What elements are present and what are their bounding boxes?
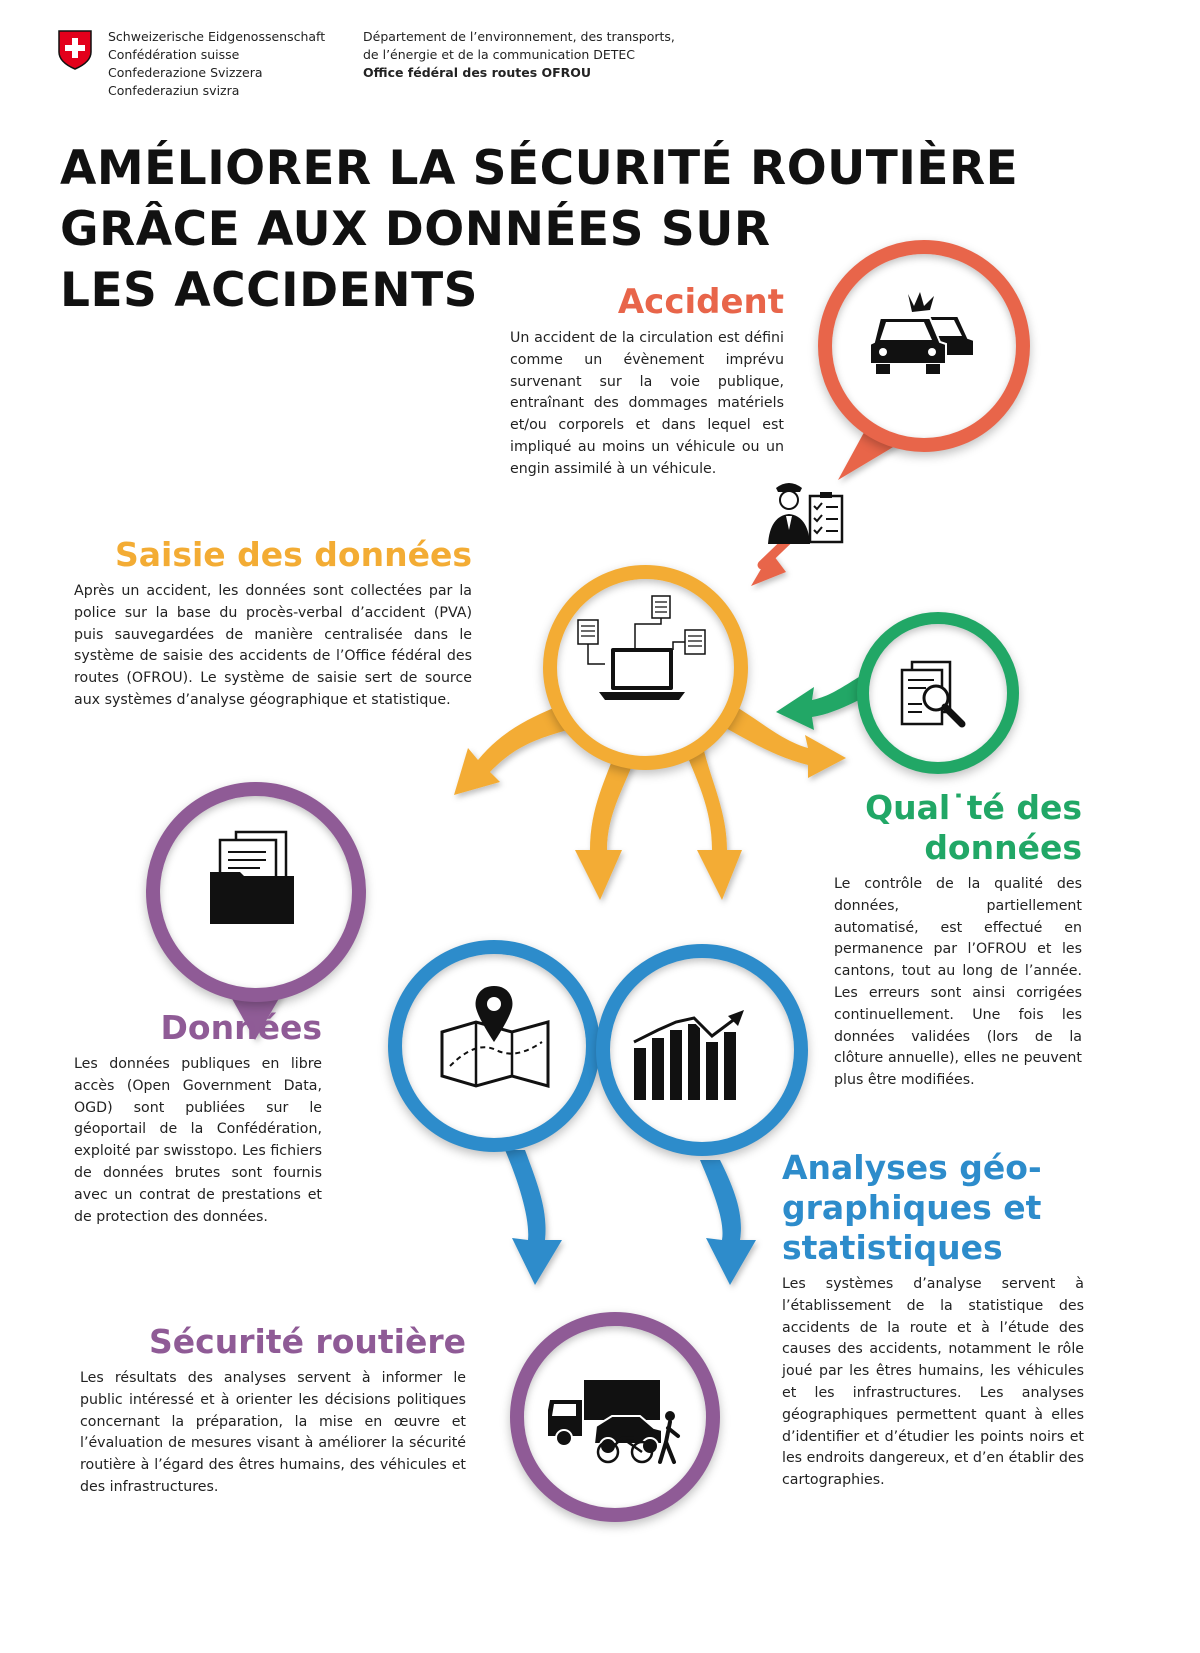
title-line: GRÂCE AUX DONNÉES SUR (60, 202, 771, 257)
section-accident (510, 282, 784, 481)
title-line: AMÉLIORER LA SÉCURITÉ ROUTIÈRE (60, 141, 1019, 196)
blue-pin-tail-right (700, 1160, 756, 1285)
section-text-accident: Un accident de la circulation est défini comme un évènement imprévu survenant sur la voie publique, entraînant des dommages matériels et/ou corporels et dans lequel est impliqué au moins un véhicule ou un engin assimilé à un véhicule. (510, 330, 784, 477)
section-donnees (74, 1008, 322, 1228)
police-officer-icon (766, 478, 846, 548)
map-pin-icon (436, 980, 556, 1090)
section-title-accident: Accident (617, 282, 784, 322)
section-text-saisie: Après un accident, les données sont collectées par la police sur la base du procès-verbal d’accident (PVA) puis sauvegardées de manière centralisée dans le système de saisie des accidents de l’Office fédéral des routes (OFROU). Le système de saisie sert de source aux systèmes d’analyse géographique et statistique. (74, 583, 472, 708)
section-text-analyses: Les systèmes d’analyse servent à l’établissement de la statistique des accidents de la route et à l’étude des causes des accidents, notamment le rôle joué par les êtres humains, les véhicules et les infrastructures. Les analyses géographiques permettent quant à elles d’identifier et d’étudier les points noirs et les endroits dangereux, et d’en établir des cartographies. (782, 1276, 1084, 1489)
confed-line: Confederazione Svizzera (108, 65, 263, 80)
document-search-icon (898, 658, 978, 738)
section-securite (80, 1322, 466, 1499)
blue-pin-tail-left (505, 1150, 562, 1285)
car-crash-icon (868, 288, 978, 378)
section-title-donnees: Données (160, 1008, 322, 1047)
section-analyses (782, 1148, 1084, 1492)
section-title-analyses-2: graphiques et (782, 1188, 1042, 1227)
bar-chart-growth-icon (632, 1012, 752, 1102)
laptop-network-icon (575, 592, 715, 712)
section-text-donnees: Les données publiques en libre accès (Open Government Data, OGD) sont publiées sur le géoportail de la Confédération, exploité par swisstopo. Les fichiers de données brutes sont fournis avec un contrat de prestations et de protection des données. (74, 1056, 322, 1225)
section-title-analyses-1: Analyses géo- (782, 1148, 1042, 1187)
truck-car-bike-pedestrian-icon (546, 1378, 686, 1468)
department-line: Département de l’environnement, des transports, (363, 29, 675, 44)
folder-documents-icon (206, 828, 306, 928)
confed-line: Confédération suisse (108, 47, 240, 62)
section-title-saisie: Saisie des données (115, 535, 472, 574)
section-qualite (834, 788, 1082, 1092)
office-name: Office fédéral des routes OFROU (363, 65, 592, 80)
section-title-securite: Sécurité routière (149, 1322, 466, 1361)
section-title-qualite-2: données (924, 828, 1082, 867)
section-title-analyses-3: statistiques (782, 1228, 1003, 1267)
section-title-qualite-1: Qual˙té des (865, 788, 1082, 827)
title-line: LES ACCIDENTS (60, 263, 478, 318)
confed-line: Schweizerische Eidgenossenschaft (108, 29, 326, 44)
section-saisie (74, 535, 472, 712)
confed-line: Confederaziun svizra (108, 83, 240, 98)
section-text-qualite: Le contrôle de la qualité des données, partiellement automatisé, est effectué en permanence par l’OFROU et les cantons, tout au long de l’année. Les erreurs sont ainsi corrigées continuellement. Une fois les données validées (lors de la clôture annuelle), elles ne peuvent plus être modifiées. (834, 876, 1082, 1089)
department-line: de l’énergie et de la communication DETEC (363, 47, 636, 62)
section-text-securite: Les résultats des analyses servent à informer le public intéressé et à orienter les décisions politiques concernant la préparation, la mise en œuvre et l’évaluation de mesures visant à améliorer la sécurité routière à l’égard des êtres humains, des véhicules et des infrastructures. (80, 1370, 466, 1495)
